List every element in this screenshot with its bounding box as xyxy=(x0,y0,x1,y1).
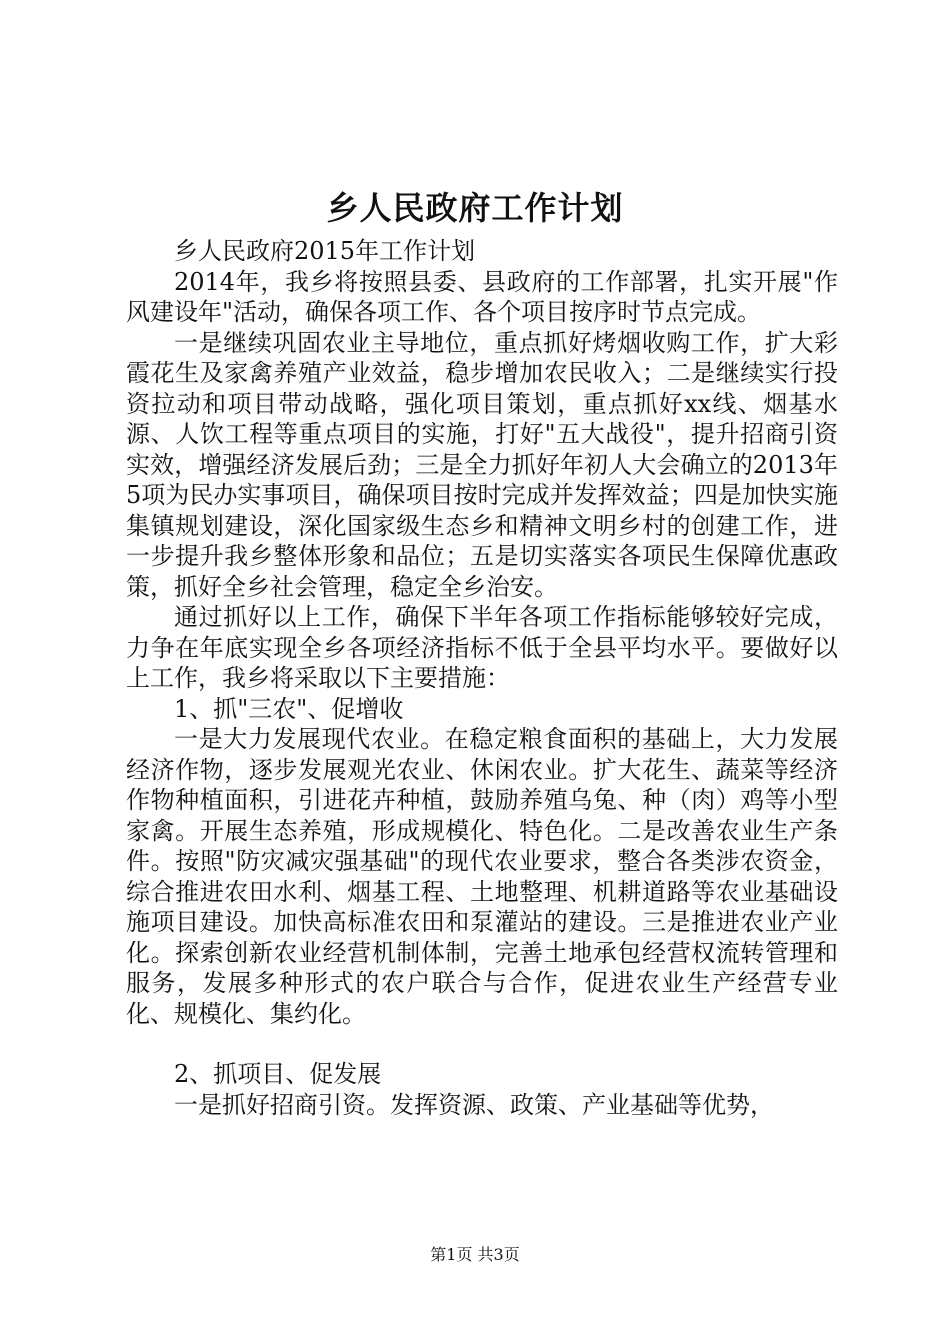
document-title: 乡人民政府工作计划 xyxy=(326,189,624,227)
paragraph-agriculture: 一是大力发展现代农业。在稳定粮食面积的基础上，大力发展经济作物，逐步发展观光农业、休闲农业。扩大花生、蔬菜等经济作物种植面积，引进花卉种植，鼓励养殖乌兔、种（肉）鸡等小型家禽。开展生态养殖，形成规模化、特色化。二是改善农业生产条件。按照"防灾减灾强基础"的现代农业要求，整合各类涉农资金，综合推进农田水利、烟基工程、土地整理、机耕道路等农业基础设施项目建设。加快高标准农田和泵灌站的建设。三是推进农业产业化。探索创新农业经营机制体制，完善土地承包经营权流转管理和服务，发展多种形式的农户联合与合作，促进农业生产经营专业化、规模化、集约化。 xyxy=(126,725,838,1028)
paragraph-investment: 一是抓好招商引资。发挥资源、政策、产业基础等优势， xyxy=(174,1090,774,1119)
section-heading-2: 2、抓项目、促发展 xyxy=(174,1060,382,1088)
paragraph-intro: 2014年，我乡将按照县委、县政府的工作部署，扎实开展"作风建设年"活动，确保各项工作、各个项目按序时节点完成。 xyxy=(126,267,838,326)
section-heading-1: 1、抓"三农"、促增收 xyxy=(174,694,404,723)
page-number: 第1页 共3页 xyxy=(430,1245,520,1264)
paragraph-measures-intro: 通过抓好以上工作，确保下半年各项工作指标能够较好完成，力争在年底实现全乡各项经济指标不低于全县平均水平。要做好以上工作，我乡将采取以下主要措施： xyxy=(126,603,838,692)
paragraph-subtitle: 乡人民政府2015年工作计划 xyxy=(174,237,476,265)
paragraph-gap xyxy=(126,1029,838,1059)
document-body xyxy=(126,236,838,1120)
paragraph-goals: 一是继续巩固农业主导地位，重点抓好烤烟收购工作，扩大彩霞花生及家禽养殖产业效益，稳步增加农民收入；二是继续实行投资拉动和项目带动战略，强化项目策划，重点抓好xx线、烟基水源、人饮工程等重点项目的实施，打好"五大战役"，提升招商引资实效，增强经济发展后劲；三是全力抓好年初人大会确立的2013年5项为民办实事项目，确保项目按时完成并发挥效益；四是加快实施集镇规划建设，深化国家级生态乡和精神文明乡村的创建工作，进一步提升我乡整体形象和品位；五是切实落实各项民生保障优惠政策，抓好全乡社会管理，稳定全乡治安。 xyxy=(126,328,838,601)
